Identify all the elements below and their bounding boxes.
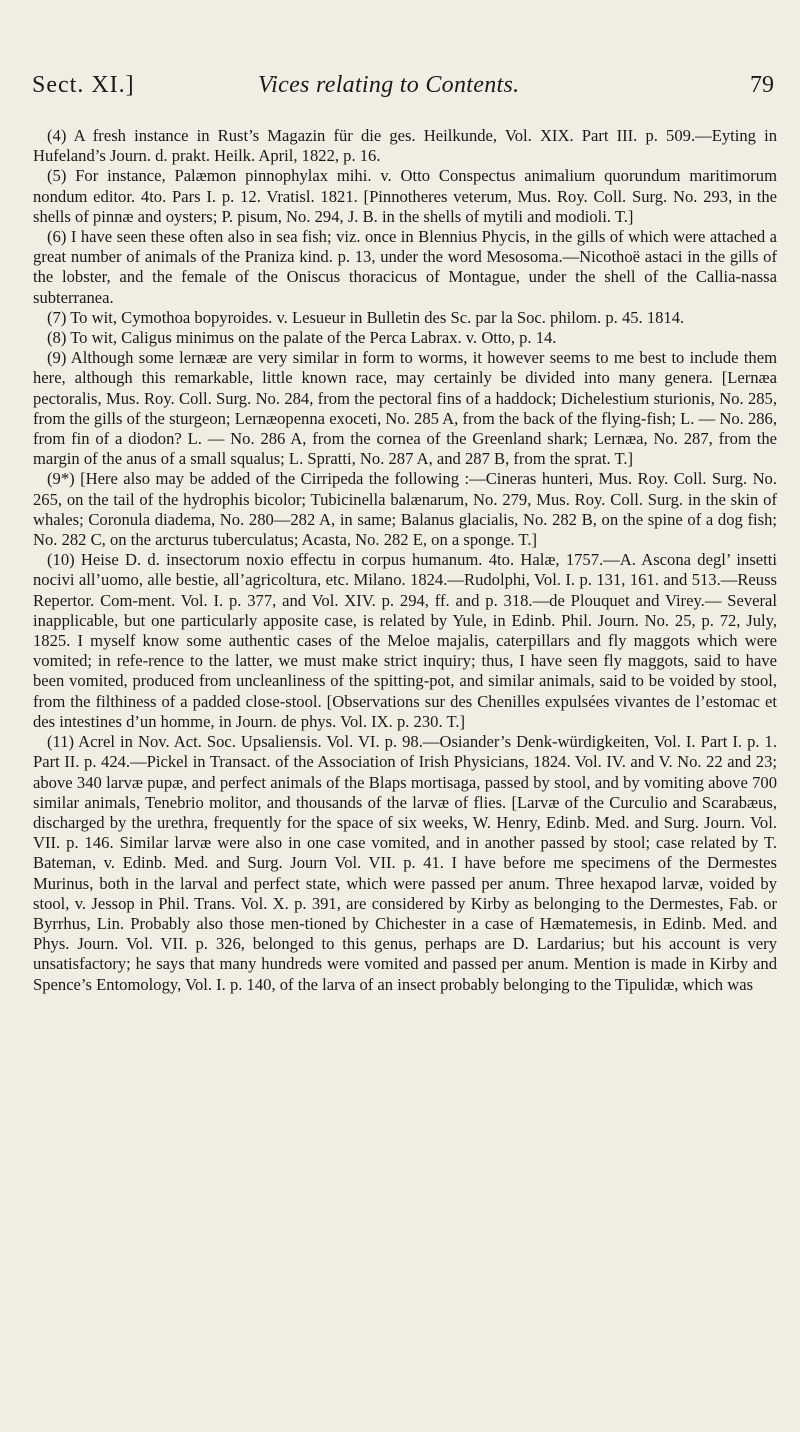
footnote-9: (9) Although some lernææ are very similar in form to worms, it however seems to me best to include them here, although this remarkable, little known race, may certainly be divided into many genera. [Lernæa pectoralis, Mus. Roy. Coll. Surg. No. 284, from the pectoral fins of a haddock; Dichelestium sturionis, No. 285, from the gills of the sturgeon; Lernæopenna exoceti, No. 285 A, from the back of the flying-fish; L. — No. 286, from fin of a diodon? L. — No. 286 A, from the cornea of the Greenland shark; Lernæa, No. 287, from the margin of the anus of a small squalus; L. Spratti, No. 287 A, and 287 B, from the sprat. T.] [33, 348, 777, 469]
footnote-5: (5) For instance, Palæmon pinnophylax mihi. v. Otto Conspectus animalium quorundum maritimorum nondum editor. 4to. Pars I. p. 12. Vratisl. 1821. [Pinnotheres veterum, Mus. Roy. Coll. Surg. No. 293, in the shells of pinnæ and oysters; P. pisum, No. 294, J. B. in the shells of mytili and modioli. T.] [33, 166, 777, 226]
page-number: 79 [750, 72, 774, 98]
running-title: Vices relating to Contents. [258, 72, 520, 98]
footnote-6: (6) I have seen these often also in sea fish; viz. once in Blennius Phycis, in the gills of which were attached a great number of animals of the Praniza kind. p. 13, under the word Mesosoma.—Nicothoë astaci in the gills of the lobster, and the female of the Oniscus thoracicus of Montague, under the shell of the Callia-nassa subterranea. [33, 227, 777, 307]
footnote-4: (4) A fresh instance in Rust’s Magazin für die ges. Heilkunde, Vol. XIX. Part III. p. 509.—Eyting in Hufeland’s Journ. d. prakt. Heilk. April, 1822, p. 16. [33, 126, 777, 166]
section-label: Sect. XI.] [32, 72, 135, 98]
running-header [32, 72, 774, 112]
footnotes-body [33, 126, 777, 995]
footnote-11: (11) Acrel in Nov. Act. Soc. Upsaliensis. Vol. VI. p. 98.—Osiander’s Denk-würdigkeiten, Vol. I. Part I. p. 1. Part II. p. 424.—Pickel in Transact. of the Association of Irish Physicians, 1824. Vol. IV. and V. No. 22 and 23; above 340 larvæ pupæ, and perfect animals of the Blaps mortisaga, passed by stool, and by vomiting above 700 similar animals, Tenebrio molitor, and thousands of the larvæ of flies. [Larvæ of the Curculio and Scarabæus, discharged by the urethra, frequently for the space of six weeks, W. Henry, Edinb. Med. and Surg. Journ. Vol. VII. p. 146. Similar larvæ were also in one case vomited, and in another passed by stool; case related by T. Bateman, v. Edinb. Med. and Surg. Journ Vol. VII. p. 41. I have before me specimens of the Dermestes Murinus, both in the larval and perfect state, which were passed per anum. Three hexapod larvæ, voided by stool, v. Jessop in Phil. Trans. Vol. X. p. 391, are considered by Kirby as belonging to the Dermestes, Fab. or Byrrhus, Lin. Probably also those men-tioned by Chichester in a case of Hæmatemesis, in Edinb. Med. and Phys. Journ. Vol. VII. p. 326, belonged to this genus, perhaps are D. Lardarius; but his account is very unsatisfactory; he says that many hundreds were vomited and passed per anum. Mention is made in Kirby and Spence’s Entomology, Vol. I. p. 140, of the larva of an insect probably belonging to the Tipulidæ, which was [33, 732, 777, 994]
footnote-9-star: (9*) [Here also may be added of the Cirripeda the following :—Cineras hunteri, Mus. Roy. Coll. Surg. No. 265, on the tail of the hydrophis bicolor; Tubicinella balænarum, No. 279, Mus. Roy. Coll. Surg. in the skin of whales; Coronula diadema, No. 280—282 A, in same; Balanus glacialis, No. 282 B, on the spine of a dog fish; No. 282 C, on the arcturus tuberculatus; Acasta, No. 282 E, on a sponge. T.] [33, 469, 777, 550]
footnote-10: (10) Heise D. d. insectorum noxio effectu in corpus humanum. 4to. Halæ, 1757.—A. Ascona degl’ insetti nocivi all’uomo, alle bestie, all’agricoltura, etc. Milano. 1824.—Rudolphi, Vol. I. p. 131, 161. and 513.—Reuss Repertor. Com-ment. Vol. I. p. 377, and Vol. XIV. p. 294, ff. and p. 318.—de Plouquet and Virey.— Several inapplicable, but one particularly apposite case, is related by Yule, in Edinb. Phil. Journ. No. 25, p. 72, July, 1825. I myself know some authentic cases of the Meloe majalis, caterpillars and fly maggots which were vomited; in refe-rence to the latter, we must make strict inquiry; thus, I have seen fly maggots, said to have been vomited, produced from uncleanliness of the spitting-pot, and similar animals, said to be voided by stool, from the filthiness of a padded close-stool. [Observations sur des Chenilles expulsées vivantes de l’estomac et des intestines d’un homme, in Journ. de phys. Vol. IX. p. 230. T.] [33, 550, 777, 731]
footnote-8: (8) To wit, Caligus minimus on the palate of the Perca Labrax. v. Otto, p. 14. [47, 328, 557, 348]
footnote-7: (7) To wit, Cymothoa bopyroides. v. Lesueur in Bulletin des Sc. par la Soc. philom. p. 45. 1814. [47, 307, 685, 327]
